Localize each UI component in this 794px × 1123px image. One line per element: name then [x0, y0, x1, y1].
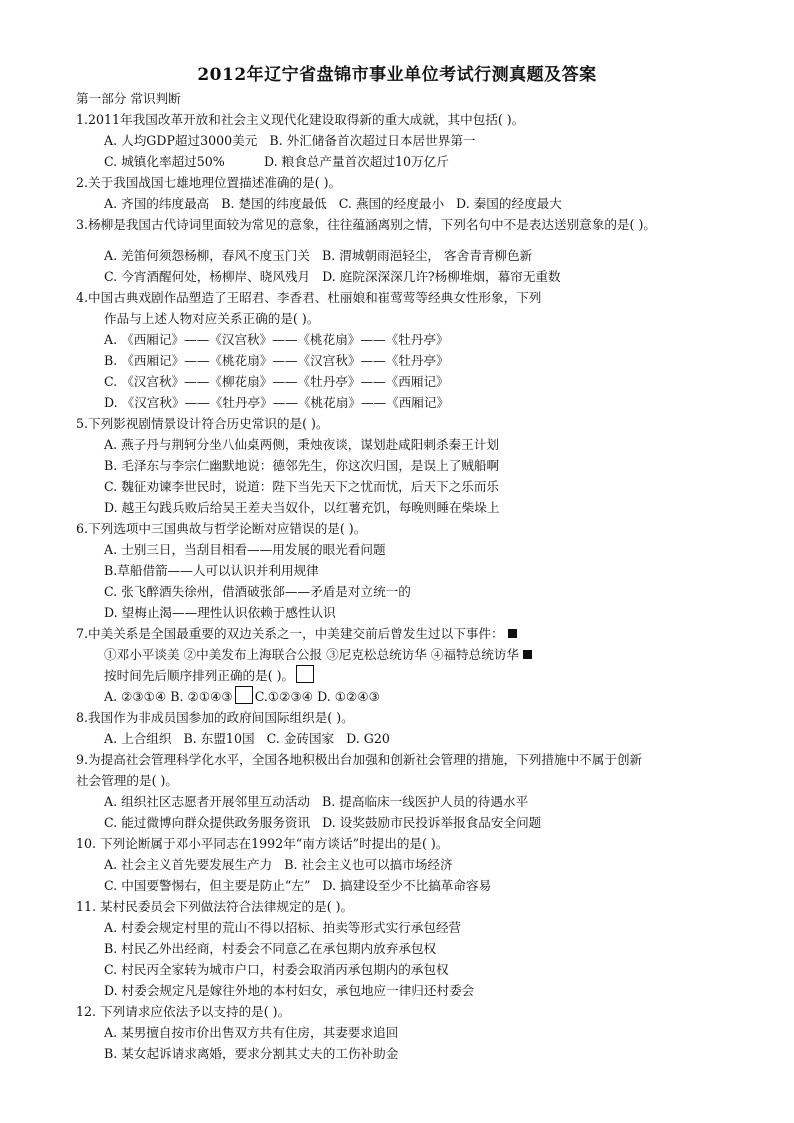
question-7-stem-text: 7.中美关系是全国最重要的双边关系之一，中美建交前后曾发生过以下事件： — [76, 626, 504, 641]
question-5-stem: 5.下列影视剧情景设计符合历史常识的是( )。 — [76, 416, 329, 431]
question-1-stem: 1.2011年我国改革开放和社会主义现代化建设取得新的重大成就，其中包括( )。 — [76, 112, 525, 127]
option-a: A. 士别三日，当刮目相看——用发展的眼光看问题 — [104, 542, 386, 557]
question-10-stem: 10. 下列论断属于邓小平同志在1992年“南方谈话”时提出的是( )。 — [76, 836, 449, 851]
question-9-stem-cont: 社会管理的是( )。 — [76, 773, 178, 788]
empty-box-mark — [296, 665, 314, 683]
question-1-options-row-2 — [76, 151, 736, 172]
question-8-stem: 8.我国作为非成员国参加的政府间国际组织是( )。 — [76, 710, 354, 725]
spacer — [76, 235, 736, 245]
option-c: C. 金砖国家 — [266, 731, 335, 746]
question-6-stem: 6.下列选项中三国典故与哲学论断对应错误的是( )。 — [76, 521, 367, 536]
question-4-stem-cont: 作品与上述人物对应关系正确的是( )。 — [104, 311, 320, 326]
option-a: A. 齐国的纬度最高 — [104, 196, 210, 211]
option-b: B. 某女起诉请求离婚，要求分割其丈夫的工伤补助金 — [104, 1046, 399, 1061]
option-a: A. 村委会规定村里的荒山不得以招标、拍卖等形式实行承包经营 — [104, 920, 462, 935]
option-b: B. 《西厢记》——《桃花扇》——《汉宫秋》——《牡丹亭》 — [104, 353, 449, 368]
option-a: A. ②③①④ — [104, 689, 167, 704]
empty-box-mark — [235, 686, 253, 704]
question-2-stem: 2.关于我国战国七雄地理位置描述准确的是( )。 — [76, 175, 342, 190]
option-c: C. 张飞醉酒失徐州，借酒破张郃——矛盾是对立统一的 — [104, 584, 411, 599]
question-7-events — [76, 644, 736, 665]
option-d: D. 越王勾践兵败后给吴王差夫当奴仆，以红薯充饥，每晚则睡在柴垛上 — [104, 500, 500, 515]
question-9-options-row-2 — [76, 812, 736, 833]
option-c: C.①②③④ — [254, 689, 314, 704]
option-c: C. 中国要警惕右，但主要是防止“左” — [104, 878, 311, 893]
question-9-stem: 9.为提高社会管理科学化水平，全国各地积极出台加强和创新社会管理的措施，下列措施中不属于创新 — [76, 752, 643, 767]
question-2-options — [76, 193, 736, 214]
option-b: B. 外汇储备首次超过日本居世界第一 — [269, 133, 476, 148]
option-b: B. 社会主义也可以搞市场经济 — [284, 857, 453, 872]
option-d: D. 庭院深深深几许?杨柳堆烟，幕帘无重数 — [322, 269, 561, 284]
question-12-stem: 12. 下列请求应依法予以支持的是( )。 — [76, 1004, 291, 1019]
option-d: D. 村委会规定凡是嫁往外地的本村妇女，承包地应一律归还村委会 — [104, 983, 475, 998]
option-b: B. 东盟10国 — [183, 731, 255, 746]
question-10-options-row-2 — [76, 875, 736, 896]
question-9-options-row-1 — [76, 791, 736, 812]
option-c: C. 《汉宫秋》——《柳花扇》——《牡丹亭》——《西厢记》 — [104, 374, 449, 389]
option-d: D. 设奖鼓励市民投诉举报食品安全问题 — [322, 815, 542, 830]
option-d: D. 秦国的经度最大 — [456, 196, 562, 211]
section-heading: 第一部分 常识判断 — [76, 91, 181, 106]
option-a: A. 《西厢记》——《汉宫秋》——《桃花扇》——《牡丹亭》 — [104, 332, 449, 347]
option-d: D. 粮食总产量首次超过10万亿斤 — [264, 154, 449, 169]
option-a: A. 某男擅自按市价出售双方共有住房，其妻要求追回 — [104, 1025, 399, 1040]
option-a: A. 社会主义首先要发展生产力 — [104, 857, 273, 872]
black-square-mark — [523, 650, 532, 659]
option-a: A. 羌笛何须怨杨柳，春风不度玉门关 — [104, 248, 311, 263]
question-3-options-row-1 — [76, 245, 736, 266]
option-c: C. 燕国的经度最小 — [338, 196, 445, 211]
question-1-options-row-1 — [76, 130, 736, 151]
option-a: A. 组织社区志愿者开展邻里互动活动 — [104, 794, 311, 809]
document-title: 2012年辽宁省盘锦市事业单位考试行测真题及答案 — [197, 65, 597, 85]
question-11-stem: 11. 某村民委员会下列做法符合法律规定的是( )。 — [76, 899, 354, 914]
option-c: C. 魏征劝谏李世民时，说道：陛下当先天下之忧而忧，后天下之乐而乐 — [104, 479, 500, 494]
option-c: C. 村民丙全家转为城市户口，村委会取消丙承包期内的承包权 — [104, 962, 449, 977]
option-a: A. 上合组织 — [104, 731, 172, 746]
question-7-stem-cont — [76, 665, 736, 686]
question-7-options — [76, 686, 736, 707]
option-d: D. 望梅止渴——理性认识依赖于感性认识 — [104, 605, 336, 620]
option-d: D. 搞建设至少不比搞革命容易 — [322, 878, 492, 893]
option-c: C. 今宵酒醒何处，杨柳岸、晓风残月 — [104, 269, 311, 284]
option-a: A. 燕子丹与荆轲分坐八仙桌两侧，秉烛夜谈，谋划赴咸阳刺杀秦王计划 — [104, 437, 499, 452]
option-b: B. ②①④③ — [170, 689, 233, 704]
option-c: C. 能过微博向群众提供政务服务资讯 — [104, 815, 311, 830]
question-7-events-text: ①邓小平谈美 ②中美发布上海联合公报 ③尼克松总统访华 ④福特总统访华 — [104, 647, 520, 662]
question-10-options-row-1 — [76, 854, 736, 875]
option-b: B. 村民乙外出经商，村委会不同意乙在承包期内放弃承包权 — [104, 941, 437, 956]
option-b: B. 渭城朝雨浥轻尘， 客舍青青柳色新 — [322, 248, 533, 263]
question-3-options-row-2 — [76, 266, 736, 287]
option-a: A. 人均GDP超过3000美元 — [104, 133, 258, 148]
option-b: B. 毛泽东与李宗仁幽默地说：德邻先生，你这次归国，是误上了贼船啊 — [104, 458, 500, 473]
document-body — [76, 88, 736, 1064]
option-b: B. 楚国的纬度最低 — [221, 196, 327, 211]
option-d: D. 《汉宫秋》——《牡丹亭》——《桃花扇》——《西厢记》 — [104, 395, 450, 410]
question-3-stem: 3.杨柳是我国古代诗词里面较为常见的意象，往往蕴涵离别之情，下列名句中不是表达送别意象的是( )。 — [76, 217, 656, 232]
option-b: B.草船借箭——人可以认识并利用规律 — [104, 563, 319, 578]
option-c: C. 城镇化率超过50% — [104, 154, 225, 169]
question-8-options — [76, 728, 736, 749]
option-b: B. 提高临床一线医护人员的待遇水平 — [322, 794, 529, 809]
question-7-stem2-text: 按时间先后顺序排列正确的是( )。 — [104, 668, 295, 683]
option-d: D. G20 — [346, 731, 390, 746]
question-4-stem: 4.中国古典戏剧作品塑造了王昭君、李香君、杜丽娘和崔莺莺等经典女性形象，下列 — [76, 290, 542, 305]
question-7-stem — [76, 623, 736, 644]
black-square-mark — [508, 629, 517, 638]
option-d: D. ①②④③ — [317, 689, 380, 704]
